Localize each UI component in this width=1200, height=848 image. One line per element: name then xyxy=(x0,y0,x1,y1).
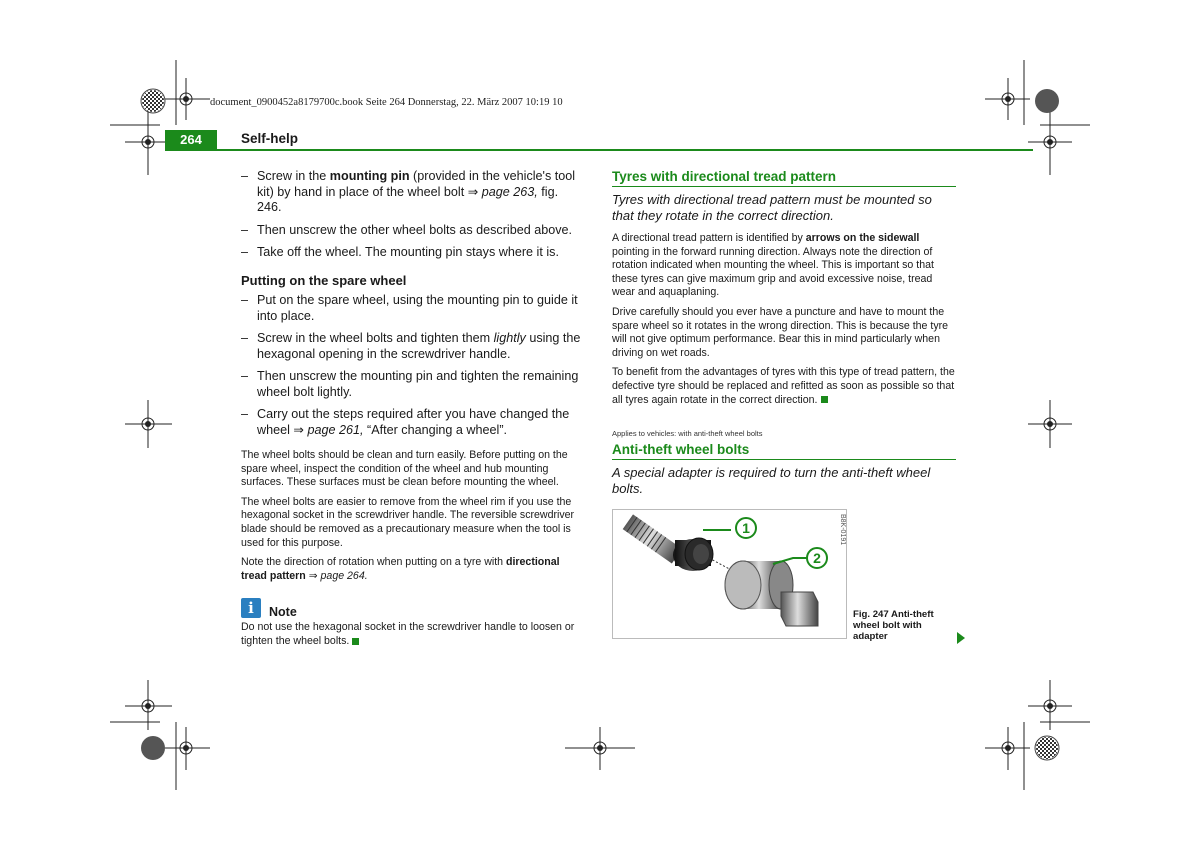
header-rule xyxy=(165,149,1033,151)
note-box xyxy=(241,598,586,618)
figure-code: B8K-0191 xyxy=(839,514,846,546)
page-reference-link[interactable]: page 261, xyxy=(307,422,364,437)
note-text: Do not use the hexagonal socket in the screwdriver handle to loosen or tighten the wheel bolts. xyxy=(241,621,575,647)
figure-anti-theft-bolt xyxy=(612,509,847,639)
list-item: – Carry out the steps required after you have changed the wheel ⇒ page 261, “After changing a wheel”. xyxy=(241,407,570,437)
page-number: 264 xyxy=(165,130,217,150)
lead-text: A special adapter is required to turn the anti-theft wheel bolts. xyxy=(612,465,931,497)
list-item: – Screw in the mounting pin (provided in the vehicle's tool kit) by hand in place of the wheel bolt ⇒ page 263, fig. 246. xyxy=(241,169,576,214)
list-item: – Screw in the wheel bolts and tighten them lightly using the hexagonal opening in the screwdriver handle. xyxy=(241,331,581,361)
list-item: – Then unscrew the other wheel bolts as described above. xyxy=(241,222,573,237)
page-reference-link[interactable]: page 264. xyxy=(320,569,368,582)
lead-text: Tyres with directional tread pattern must be mounted so that they rotate in the correct direction. xyxy=(612,192,932,223)
paragraph: To benefit from the advantages of tyres with this type of tread pattern, the defective tyre should be replaced and refitted as soon as possible so that all tyres again rotate in the correct direction. xyxy=(612,366,955,406)
end-of-section-icon xyxy=(352,638,359,645)
list-item: – Put on the spare wheel, using the mounting pin to guide it into place. xyxy=(241,293,578,323)
end-of-section-icon xyxy=(821,396,828,403)
bolt-adapter-illustration xyxy=(613,510,846,638)
figure-caption: Fig. 247 Anti-theft wheel bolt with adapter xyxy=(853,609,934,642)
heading-anti-theft: Anti-theft wheel bolts xyxy=(612,442,750,458)
svg-text:1: 1 xyxy=(742,520,750,536)
section-title: Self-help xyxy=(241,131,299,146)
heading-directional-tread: Tyres with directional tread pattern xyxy=(612,169,837,184)
page-reference-link[interactable]: page 263, xyxy=(481,184,538,199)
right-column xyxy=(612,169,956,497)
subheading-spare-wheel: Putting on the spare wheel xyxy=(241,272,407,288)
applies-to-note: Applies to vehicles: with anti-theft wheel bolts xyxy=(612,429,763,439)
svg-text:2: 2 xyxy=(813,550,821,566)
paragraph: The wheel bolts should be clean and turn easily. Before putting on the spare wheel, inspect the condition of the wheel and hub mounting surfaces. These surfaces must be clean before mounting the wheel. xyxy=(241,449,568,489)
paragraph: Note the direction of rotation when putting on a tyre with directional tread pattern ⇒ page 264. xyxy=(241,556,560,582)
file-info-header: document_0900452a8179700c.book Seite 264 Donnerstag, 22. März 2007 10:19 10 xyxy=(210,97,563,108)
paragraph: Drive carefully should you ever have a puncture and have to mount the spare wheel so it rotates in the wrong direction. This is because the tyre will not give optimum performance. Bear this in mind particularly when driving on wet roads. xyxy=(612,305,949,359)
list-item: – Then unscrew the mounting pin and tighten the remaining wheel bolt lightly. xyxy=(241,369,579,399)
paragraph: A directional tread pattern is identified by arrows on the sidewall pointing in the forward running direction. Always note the direction of rotation indicated when mounting the wheel. This is important so that these tyres can give maximum grip and avoid excessive noise, tread wear and aquaplaning. xyxy=(612,232,934,299)
left-column xyxy=(241,169,586,649)
list-item: – Take off the wheel. The mounting pin stays where it is. xyxy=(241,245,559,259)
continue-arrow-icon xyxy=(957,632,965,644)
info-icon: i xyxy=(241,598,261,618)
paragraph: The wheel bolts are easier to remove from the wheel rim if you use the hexagonal socket in the screwdriver handle. The reversible screwdriver blade should be removed as a precautionary measure when the tool is used for this purpose. xyxy=(241,495,575,549)
note-title: Note xyxy=(269,604,297,619)
